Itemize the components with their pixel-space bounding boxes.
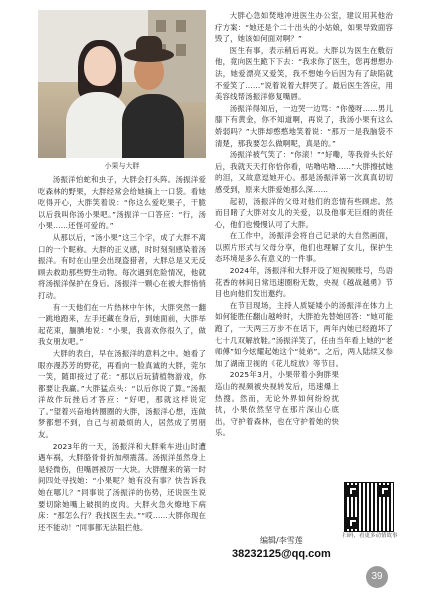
photo-window — [176, 20, 186, 32]
body-paragraph: 在工作中，汤振洋会将自己记录的大自然画面，以照片形式与父母分享，他们也理解了女儿，保护生态环境是多么有意义的一件事。 — [215, 231, 393, 264]
photo-window — [156, 20, 166, 32]
qr-finder — [347, 517, 359, 529]
photo-window — [176, 44, 186, 56]
body-paragraph: 2024年，汤振洋和大胖开设了短视频账号，鸟语花香的林间日常迅速圈粉无数，央视《越战越勇》节目也向他们发出邀约。 — [215, 266, 393, 299]
qr-finder — [347, 485, 359, 497]
man-body — [122, 94, 184, 158]
page-number-badge: 39 — [366, 566, 388, 588]
woman-body — [66, 92, 130, 158]
body-paragraph: 医生有事，表示稍后再说。大胖以为医生在敷衍他，竟向医生跪下下去：“我求你了医生，您再想想办法，她爱漂亮又爱笑，我不想她今后因为有了缺陷就不爱笑了……”说着说着大胖哭了。最后医生答应，用美容线帮汤振洋修复嘴唇。 — [215, 45, 393, 102]
body-paragraph: 大胖的表白，早在汤振洋的意料之中。她看了眼亦漫苏芳的野花，再看向一脸真诚的大胖，莞尔一笑，随即接过了花：“那以后玩猜植物游戏，你都要让我赢。”大胖猛点头：“以后你说了算。”汤振洋故作玩挫后才答应：“好吧，那就这样说定了。”望着兴奋地转圈圈的大胖，汤振洋心想，连做梦都想不到，自己与初最烦的人，居然成了男朋友。 — [38, 348, 206, 440]
body-paragraph: 汤振洋被气笑了：“你滚！”“好嘞，等我骨头长好后，我就天天打你恰你看，咕噜咕噜……”大胖擦拭她的泪，又故意逗她开心。那是汤振洋第一次真真切切感受到，原来大胖爱她那么深…… — [215, 150, 393, 194]
right-column — [215, 10, 393, 439]
qr-note: 扫码，看更多动情故事 — [342, 533, 398, 539]
couple-photo — [38, 10, 206, 158]
photo-caption: 小果与大胖 — [104, 162, 140, 170]
left-column — [38, 10, 206, 533]
qr-code-icon[interactable] — [344, 482, 394, 532]
body-paragraph: 有一天他们在一片热林中午休，大胖突然一翻一跳地跑来，左手还藏在身后，到她面前，大胖举起花束，腼腆地说：“小果，我喜欢你很久了，做我女朋友吧。” — [38, 302, 206, 347]
body-paragraph: 2025年3月，小果带着小狗胖果巡山的视频被央视转发后，迅速爆上热搜。然而，无论外界如何纷纷扰扰，小果依然坚守在那片深山心底出，守护着森林，也在守护着她的快乐。 — [215, 370, 339, 438]
body-paragraph: 在节目现场，主持人质疑矮小的汤振洋在体力上如何能胜任翻山越岭时，大胖抢先替她回答：“她可能跑了，一天两三万步不在话下，两年内她已经跑坏了七十几双解放鞋。”汤振洋笑了，任由当年看上她的“老师傅”如今炫耀起她这个“徒弟”。之后，两人陆续又参加了湖南卫视的《花儿绽放》等节目。 — [215, 300, 393, 368]
body-paragraph: 汤振洋怕蛇和虫子，大胖会打头阵。汤振洋爱吃森林的野果，大胖经常会给她摘上一口袋。看她吃得开心，大胖笑着说：“你这么爱吃果子，干脆以后我叫你汤小果吧。”汤振洋一口答应：“行，汤小果……还怪可爱的。” — [38, 175, 206, 231]
qr-finder — [379, 485, 391, 497]
editor-credit: 编辑/李雪莲 — [260, 536, 303, 545]
body-paragraph: 大胖心急如焚地冲进医生办公室，建议用其他治疗方案：“她还是个二十出头的小姑娘，如果导致面容毁了，她该如何面对啊？” — [215, 11, 393, 44]
body-paragraph: 从那以后，“汤小果”这三个字，成了大胖不离口的一个昵称。大胖的正义感，时时刻刻感染着汤振洋。有时在山里会出现盗猎者，大胖总是又无反顾去救助那些野生动物。每次遇到危险情况，他就将汤振洋保护在身后。汤振洋一颗心在被大胖悄悄打动。 — [38, 232, 206, 300]
man-hat-crown — [136, 36, 162, 54]
woman-face — [84, 46, 116, 86]
editor-email: 38232125@qq.com — [232, 548, 331, 560]
body-paragraph: 2023年的一天，汤振洋和大胖乘车进山时遭遇车祸，大胖胳骨骨折加颅震荡。汤振洋虽然身上是轻微伤，但嘴唇被厉一大块。大胖醒来的第一时间四处寻找她：“小果呢？她有没有事？快告诉我她在哪儿？”同事说了汤振洋的伤势，还说医生说要切除她嘴上破损的皮肉。大胖火急火燎地下病床：“那怎么行？我找医生去。”“哎……大胖你现在还不能动！”同事都无法阻拦他。 — [38, 441, 206, 532]
body-paragraph: 起初，汤振洋的父母对他们的恋情有些顾虑。然而目睹了大胖对女儿的关爱，以及他事无巨细的责任心，他们也慢慢认可了大胖。 — [215, 196, 393, 229]
body-paragraph: 汤振洋得知后，一边哭一边骂：“你傻呀……男儿膝下有黄金，你不知道啊，再说了，我汤小果有这么娇弱吗？”大胖却憨憨地笑着说：“那万一是我脑袋不清楚，那我要怎么做啊呢，真是的。” — [215, 103, 393, 148]
